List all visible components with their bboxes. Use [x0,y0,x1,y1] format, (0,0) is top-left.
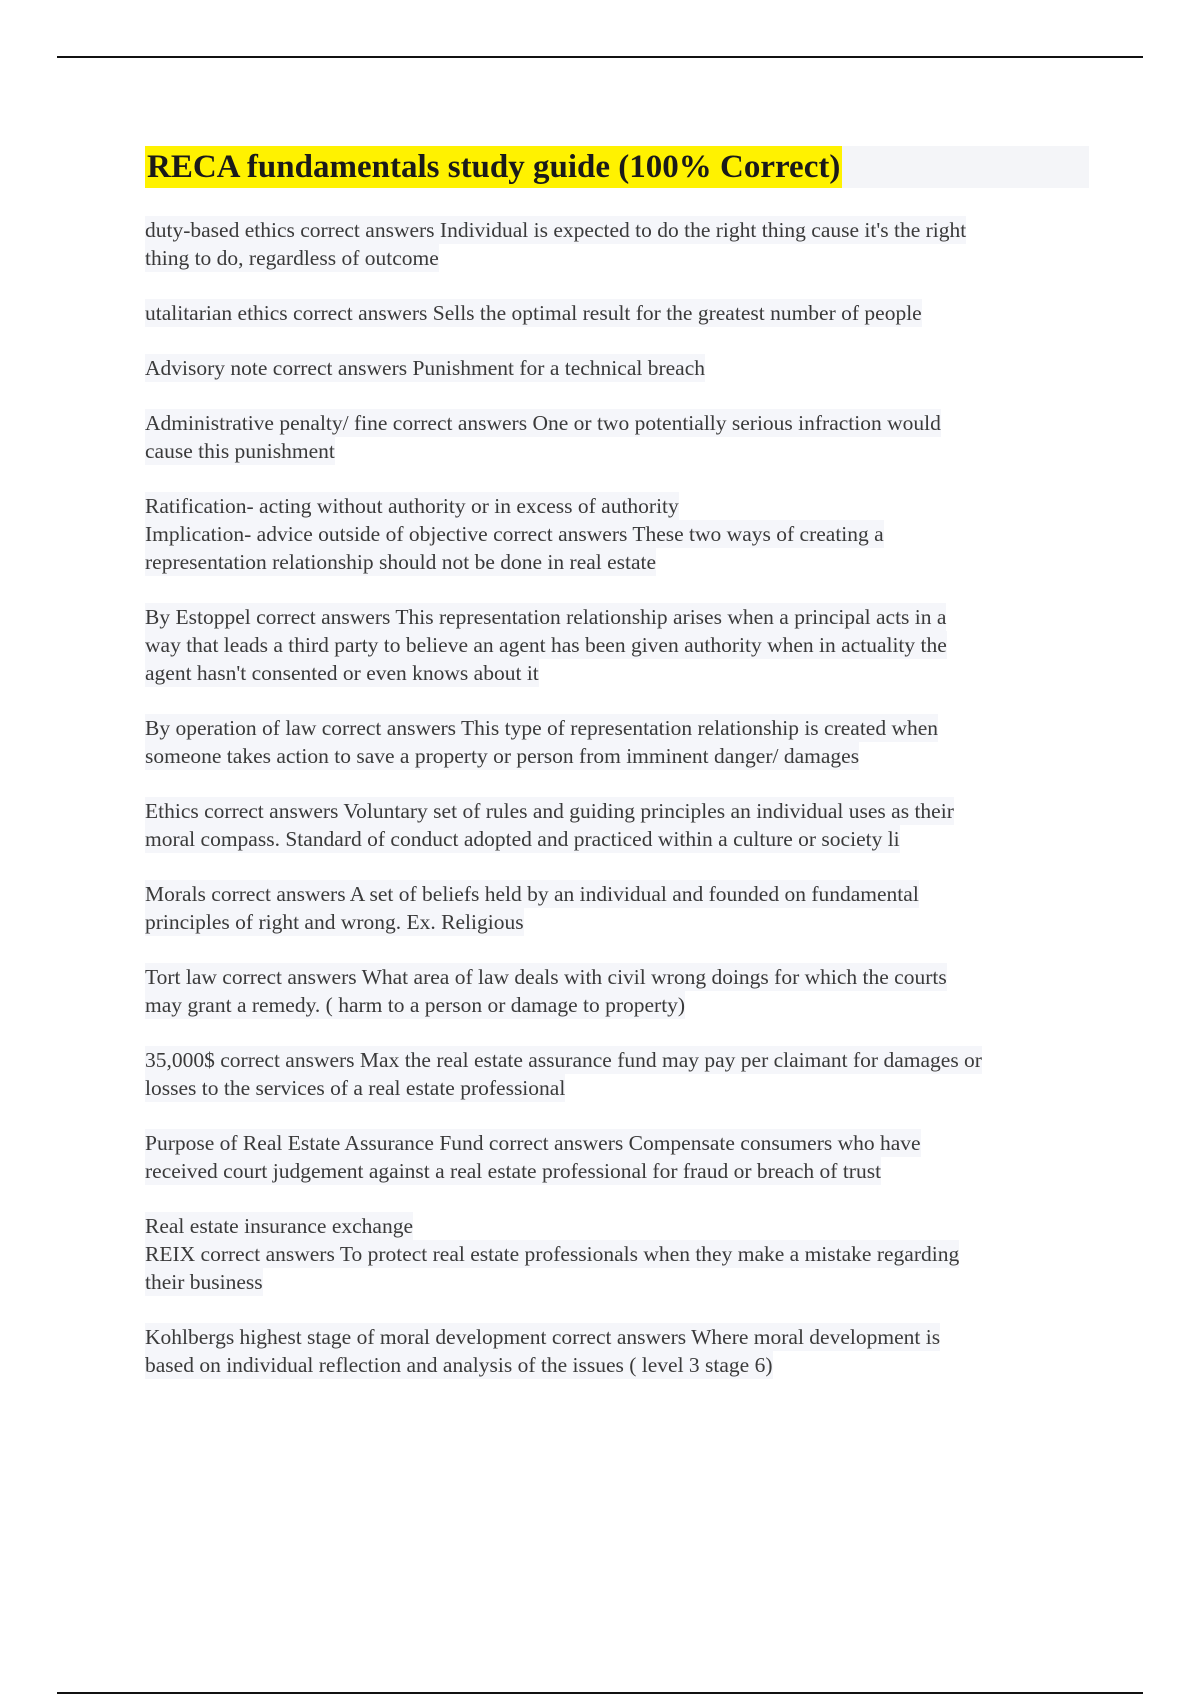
entry-line: Ethics correct answers Voluntary set of rules and guiding principles an individual uses as their [145,799,954,823]
entry-line: Implication- advice outside of objective correct answers These two ways of creating a [145,522,884,546]
entry-line: their business [145,1270,263,1294]
entry-line: representation relationship should not be done in real estate [145,550,657,574]
top-rule [57,56,1143,58]
entry-line: based on individual reflection and analysis of the issues ( level 3 stage 6) [145,1353,773,1377]
entry-line: By Estoppel correct answers This representation relationship arises when a principal acts in a [145,605,947,629]
entry-line: REIX correct answers To protect real estate professionals when they make a mistake regarding [145,1242,960,1266]
title-bar [145,146,1089,188]
entry-line: moral compass. Standard of conduct adopted and practiced within a culture or society li [145,827,900,851]
entry-line: Ratification- acting without authority or in excess of authority [145,494,679,518]
entry-line: By operation of law correct answers This type of representation relationship is created when [145,716,939,740]
entry-line: received court judgement against a real estate professional for fraud or breach of trust [145,1159,882,1183]
entry-utilitarian-ethics [145,299,1089,327]
entry-reix [145,1212,1089,1296]
entry-duty-based-ethics [145,216,1089,272]
entry-assurance-fund-max [145,1046,1089,1102]
entry-line: principles of right and wrong. Ex. Religious [145,910,524,934]
bottom-rule [57,1692,1143,1694]
page-content [145,146,1089,1406]
entry-line: Advisory note correct answers Punishment for a technical breach [145,356,705,380]
entry-kohlberg [145,1323,1089,1379]
entry-morals [145,880,1089,936]
entry-line: Purpose of Real Estate Assurance Fund correct answers Compensate consumers who have [145,1131,921,1155]
entry-by-estoppel [145,603,1089,687]
entry-line: someone takes action to save a property or person from imminent danger/ damages [145,744,860,768]
entry-line: Tort law correct answers What area of law deals with civil wrong doings for which the courts [145,965,947,989]
entry-ratification-implication [145,492,1089,576]
entry-line: 35,000$ correct answers Max the real estate assurance fund may pay per claimant for damages or [145,1048,982,1072]
entry-tort-law [145,963,1089,1019]
entry-line: cause this punishment [145,439,335,463]
entry-line: may grant a remedy. ( harm to a person or damage to property) [145,993,686,1017]
entry-ethics [145,797,1089,853]
entry-line: agent hasn't consented or even knows about it [145,661,539,685]
entry-advisory-note [145,354,1089,382]
entry-line: Kohlbergs highest stage of moral development correct answers Where moral development is [145,1325,941,1349]
entry-line: losses to the services of a real estate professional [145,1076,566,1100]
entry-operation-of-law [145,714,1089,770]
entry-line: Administrative penalty/ fine correct answers One or two potentially serious infraction would [145,411,941,435]
entry-line: Real estate insurance exchange [145,1214,414,1238]
entry-line: utalitarian ethics correct answers Sells the optimal result for the greatest number of people [145,301,922,325]
entry-line: Morals correct answers A set of beliefs held by an individual and founded on fundamental [145,882,919,906]
entry-line: thing to do, regardless of outcome [145,246,439,270]
entry-assurance-fund-purpose [145,1129,1089,1185]
page-title: RECA fundamentals study guide (100% Correct) [145,146,842,188]
entry-line: duty-based ethics correct answers Individual is expected to do the right thing cause it's the right [145,218,967,242]
entry-line: way that leads a third party to believe an agent has been given authority when in actuality the [145,633,947,657]
entry-administrative-penalty [145,409,1089,465]
